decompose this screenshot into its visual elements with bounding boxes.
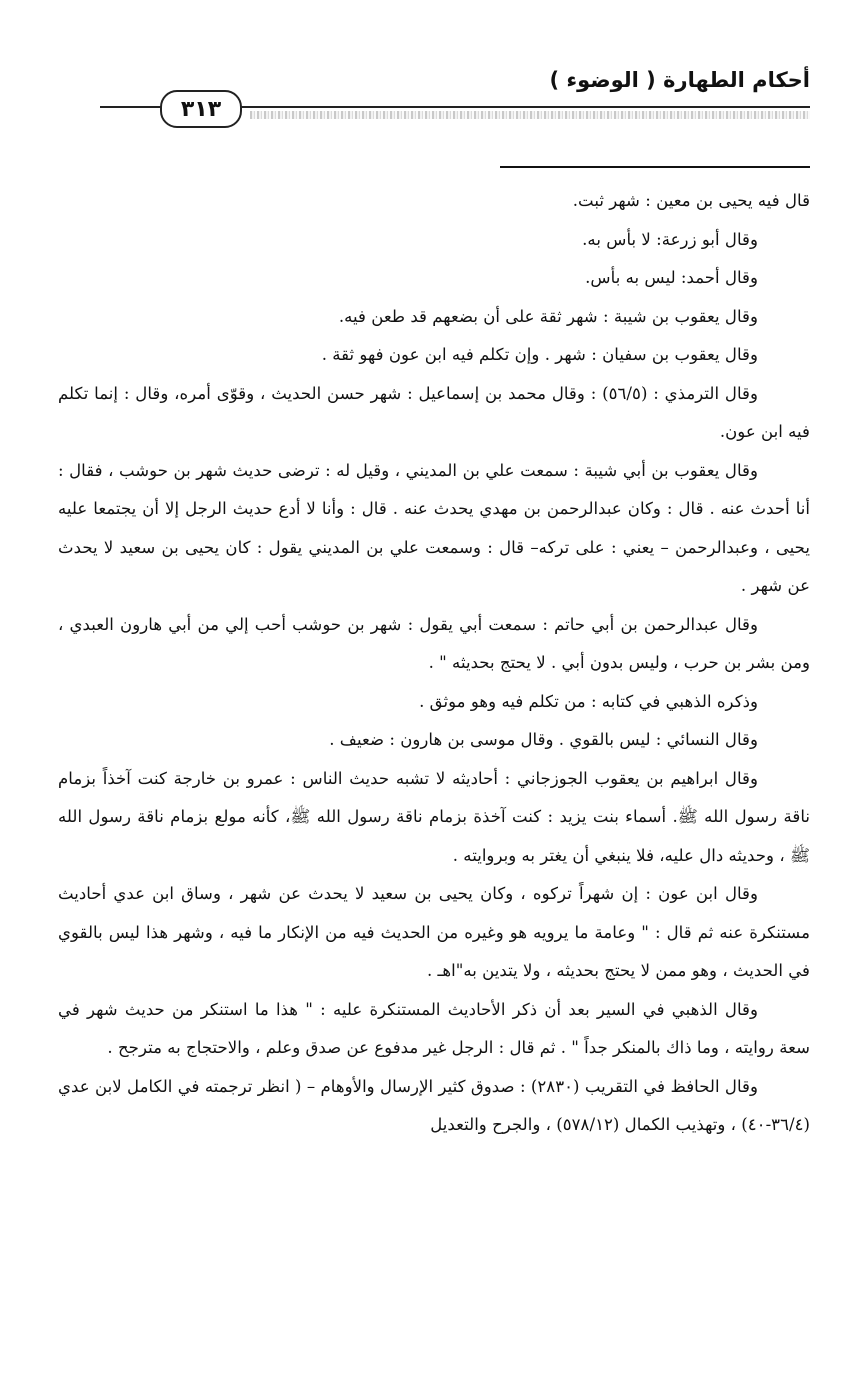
- paragraph: وقال الذهبي في السير بعد أن ذكر الأحاديث المستنكرة عليه : " هذا ما استنكر من حديث شهر في سعة روايته ، وما ذاك بالمنكر جداً " . ثم قال : الرجل غير مدفوع عن صدق وعلم ، والاحتجاج به مترجح .: [58, 999, 810, 1057]
- paragraph: قال فيه يحيى بن معين : شهر ثبت.: [572, 191, 810, 210]
- paragraph: وقال ابراهيم بن يعقوب الجوزجاني : أحاديثه لا تشبه حديث الناس : عمرو بن خارجة كنت آخذاً بزمام ناقة رسول الله ﷺ. أسماء بنت يزيد : كنت آخذة بزمام ناقة رسول الله ﷺ، كأنه مولع بزمام ناقة رسول الله ﷺ ، وحديثه دال عليه، فلا ينبغي أن يغتر به وبروايته .: [58, 768, 810, 865]
- footnote-body: [58, 182, 810, 1145]
- paragraph: وقال ابن عون : إن شهراً تركوه ، وكان يحيى بن سعيد لا يحدث عن شهر ، وساق ابن عدي أحاديث مستنكرة عنه ثم قال : " وعامة ما يرويه هو وغيره من الحديث فيه من الإنكار ما فيه ، وشهر هذا ليس بالقوي في الحديث ، وهو ممن لا يحتج بحديثه ، ولا يتدين به"اهـ .: [58, 884, 810, 980]
- paragraph: وقال أحمد: ليس به بأس.: [585, 268, 758, 287]
- paragraph: وقال الحافظ في التقريب (٢٨٣٠) : صدوق كثير الإرسال والأوهام – ( انظر ترجمته في الكامل لابن عدي (٣٦/٤-٤٠) ، وتهذيب الكمال (٥٧٨/١٢) ، والجرح والتعديل: [58, 1076, 810, 1134]
- paragraph: وقال أبو زرعة: لا بأس به.: [582, 229, 758, 249]
- header-ornament: [250, 111, 810, 119]
- paragraph: وقال النسائي : ليس بالقوي . وقال موسى بن هارون : ضعيف .: [329, 730, 758, 749]
- paragraph: وذكره الذهبي في كتابه : من تكلم فيه وهو موثق .: [419, 691, 758, 711]
- paragraph: وقال الترمذي : (٥٦/٥) : وقال محمد بن إسماعيل : شهر حسن الحديث ، وقوّى أمره، وقال : إنما تكلم فيه ابن عون.: [58, 383, 810, 441]
- paragraph: وقال عبدالرحمن بن أبي حاتم : سمعت أبي يقول : شهر بن حوشب أحب إلي من أبي هارون العبدي ، ومن بشر بن حرب ، وليس بدون أبي . لا يحتج بحديثه " .: [58, 614, 810, 672]
- page-number: ٣١٣: [160, 90, 242, 128]
- running-title: أحكام الطهارة ( الوضوء ): [549, 68, 810, 92]
- paragraph: وقال يعقوب بن سفيان : شهر . وإن تكلم فيه ابن عون فهو ثقة .: [321, 345, 758, 364]
- footnote-separator: [500, 166, 810, 168]
- paragraph: وقال يعقوب بن شيبة : شهر ثقة على أن بضعهم قد طعن فيه.: [338, 306, 758, 326]
- paragraph: وقال يعقوب بن أبي شيبة : سمعت علي بن المديني ، وقيل له : ترضى حديث شهر بن حوشب ، فقال : أنا أحدث عنه . قال : وكان عبدالرحمن بن مهدي يحدث عنه . قال : وأنا لا أدع حديث الرجل إلا أن يجتمعا عليه يحيى ، وعبدالرحمن – يعني : على تركه– قال : وسمعت علي بن المديني يقول : كان يحيى بن سعيد لا يحدث عن شهر .: [58, 460, 810, 595]
